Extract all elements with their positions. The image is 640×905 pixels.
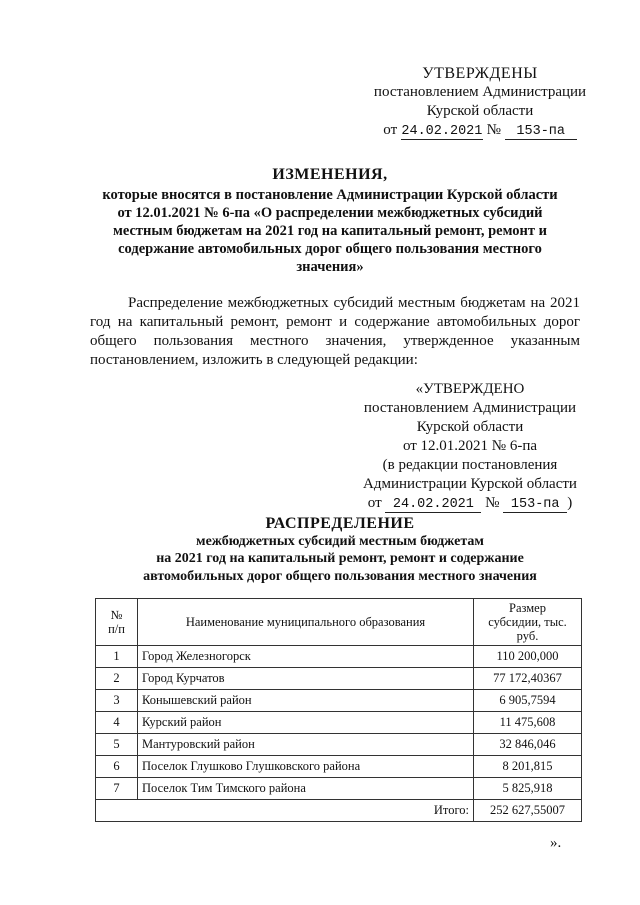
row-num: 7 [96,778,138,800]
row-name: Город Железногорск [138,646,474,668]
header-size-line3: руб. [516,629,539,643]
approval2-number: 153-па [503,498,567,513]
table-header-row [96,599,582,646]
header-num-line1: № [110,608,123,622]
approval-number-prefix: № [486,122,501,138]
table-row [96,778,582,800]
approval2-heading: «УТВЕРЖДЕНО [415,381,525,397]
approval2-line2: Курской области [416,419,524,435]
approval-heading: УТВЕРЖДЕНЫ [422,65,538,82]
row-num: 1 [96,646,138,668]
header-size-line1: Размер [509,601,546,615]
approval-block-2 [350,380,590,513]
approval2-date: 24.02.2021 [385,498,481,513]
approval-line1: постановлением Администрации [373,84,587,100]
row-num: 2 [96,668,138,690]
row-value: 110 200,000 [474,646,582,668]
row-name: Мантуровский район [138,734,474,756]
row-name: Город Курчатов [138,668,474,690]
approval2-line5: Администрации Курской области [363,476,577,492]
distribution-line: автомобильных дорог общего пользования местного значения [143,568,537,584]
header-size-line2: субсидии, тыс. [488,615,567,629]
table-row [96,646,582,668]
row-name: Конышевский район [138,690,474,712]
approval2-line1: постановлением Администрации [363,400,577,416]
approval2-close: ) [567,495,573,511]
approval2-number-prefix: № [485,495,500,511]
body-paragraph [90,294,580,370]
distribution-line: на 2021 год на капитальный ремонт, ремонт и содержание [156,551,524,566]
total-label: Итого: [96,800,474,822]
header-size [474,599,582,646]
changes-heading: ИЗМЕНЕНИЯ, [272,166,388,183]
row-name: Поселок Тим Тимского района [138,778,474,800]
approval-block [360,64,600,140]
changes-line: значения» [296,259,364,275]
body-paragraph-text: Распределение межбюджетных субсидий местным бюджетам на 2021 год на капитальный ремонт, ремонт и содержание автомобильных дорог общего пользования местного значения, утвержденное указанным постановлением, изложить в следующей редакции: [90,295,580,368]
changes-line: местным бюджетам на 2021 год на капитальный ремонт, ремонт и [113,223,547,239]
distribution-heading: РАСПРЕДЕЛЕНИЕ [265,515,415,532]
subsidy-table [95,598,582,822]
row-value: 6 905,7594 [474,690,582,712]
changes-line: от 12.01.2021 № 6-па «О распределении межбюджетных субсидий [117,205,543,221]
distribution-title [80,515,600,585]
row-name: Поселок Глушково Глушковского района [138,756,474,778]
row-value: 5 825,918 [474,778,582,800]
row-value: 77 172,40367 [474,668,582,690]
approval2-date-prefix: от [367,495,382,511]
distribution-line: межбюджетных субсидий местным бюджетам [196,533,484,549]
table-row [96,712,582,734]
approval2-line3: от 12.01.2021 № 6-па [402,438,538,454]
table-total-row [96,800,582,822]
row-num: 6 [96,756,138,778]
row-num: 5 [96,734,138,756]
row-num: 4 [96,712,138,734]
approval-number: 153-па [505,125,577,140]
header-name: Наименование муниципального образования [138,599,474,646]
row-value: 8 201,815 [474,756,582,778]
row-name: Курский район [138,712,474,734]
table-row [96,756,582,778]
header-num [96,599,138,646]
table-row [96,668,582,690]
total-value: 252 627,55007 [474,800,582,822]
row-value: 11 475,608 [474,712,582,734]
approval2-date-line [350,494,590,513]
approval-date-line [360,121,600,140]
closing-quote: ». [550,835,562,851]
table-row [96,734,582,756]
approval2-line4: (в редакции постановления [382,457,558,473]
table-row [96,690,582,712]
changes-line: содержание автомобильных дорог общего пользования местного [118,241,542,257]
row-value: 32 846,046 [474,734,582,756]
approval-date-prefix: от [383,122,398,138]
approval-line2: Курской области [426,103,534,119]
row-num: 3 [96,690,138,712]
changes-title [80,166,580,276]
changes-line: которые вносятся в постановление Администрации Курской области [102,187,558,203]
header-num-line2: п/п [108,622,125,636]
approval-date: 24.02.2021 [401,124,483,139]
